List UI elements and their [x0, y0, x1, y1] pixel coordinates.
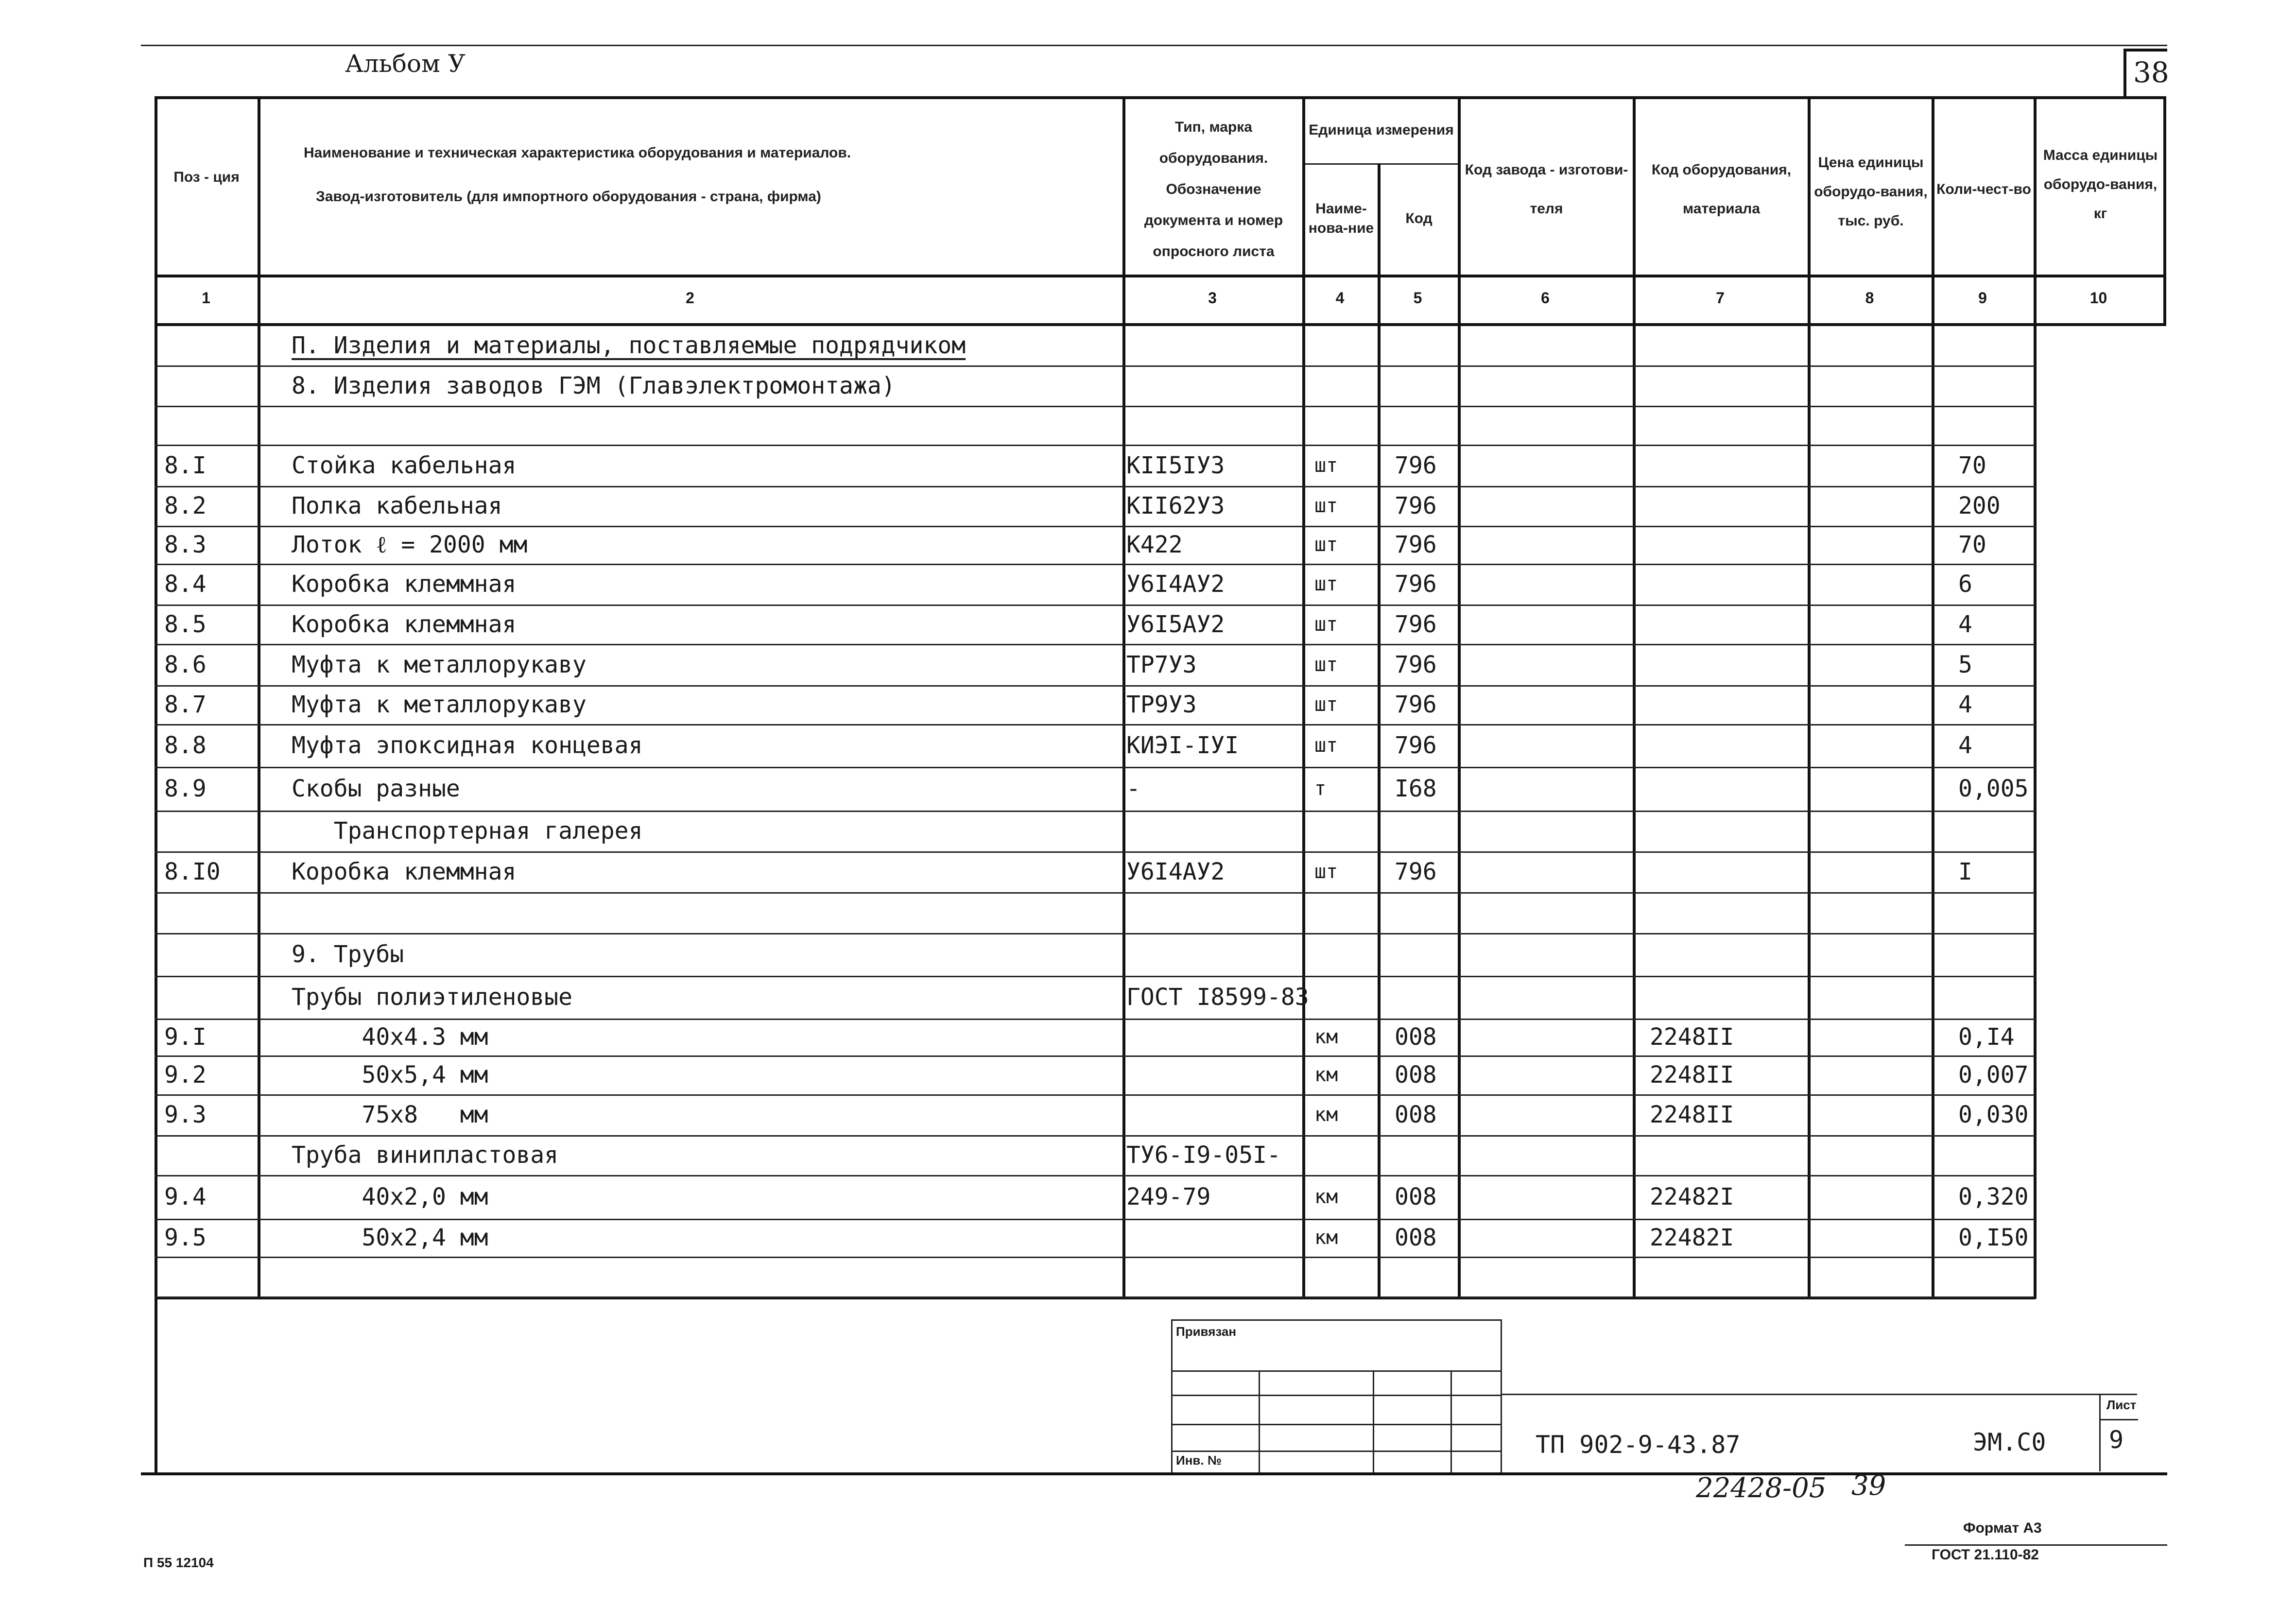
- row-position: 9.3: [164, 1101, 207, 1128]
- row-name: Скобы разные: [292, 775, 460, 802]
- header-quantity: Коли-чест-во: [1936, 181, 2031, 197]
- row-name: 40х2,0 мм: [292, 1183, 488, 1210]
- header-type: Тип, марка оборудования. Обозначение документа и номер опросного листа: [1144, 119, 1283, 259]
- row-unit-code: 008: [1395, 1224, 1437, 1251]
- colnum-8: 8: [1865, 289, 1874, 307]
- row-name: Муфта эпоксидная концевая: [292, 732, 643, 759]
- row-divider: [155, 1175, 2035, 1176]
- colnum-1: 1: [202, 289, 210, 307]
- footer-gost: ГОСТ 21.110-82: [1932, 1547, 2039, 1563]
- row-divider: [155, 1055, 2035, 1057]
- row-position: 8.3: [164, 531, 207, 558]
- row-divider: [155, 1219, 2035, 1220]
- row-type: ТР7У3: [1126, 651, 1197, 678]
- row-name: 40х4.3 мм: [292, 1023, 488, 1051]
- header-factory-code: Код завода - изготови-теля: [1465, 162, 1628, 217]
- row-divider: [155, 486, 2035, 487]
- row-divider: [155, 724, 2035, 726]
- footer-format: Формат А3: [1963, 1520, 2042, 1536]
- row-divider: [155, 685, 2035, 687]
- row-quantity: 0,I50: [1958, 1224, 2029, 1251]
- row-position: 8.2: [164, 492, 207, 519]
- row-divider: [155, 365, 2035, 367]
- row-divider: [155, 1019, 2035, 1020]
- row-material-code: 22482I: [1650, 1224, 1734, 1251]
- row-name: 9. Трубы: [292, 941, 404, 968]
- row-unit: шт: [1314, 861, 1338, 883]
- row-unit-code: 796: [1395, 858, 1437, 885]
- top-rule: [141, 45, 2167, 46]
- row-quantity: 70: [1958, 531, 1986, 558]
- row-unit: км: [1314, 1186, 1338, 1208]
- row-unit: км: [1314, 1227, 1338, 1249]
- row-position: 8.5: [164, 610, 207, 638]
- row-name: Труба винипластовая: [292, 1141, 559, 1169]
- colnum-2: 2: [686, 289, 694, 307]
- row-type: -: [1126, 775, 1140, 802]
- row-divider: [155, 892, 2035, 894]
- row-type: 249-79: [1126, 1183, 1211, 1210]
- header-unit: Единица измерения: [1309, 121, 1454, 138]
- colnum-7: 7: [1716, 289, 1725, 307]
- row-type: КИЭI-IУI: [1126, 732, 1239, 759]
- row-divider: [155, 1135, 2035, 1137]
- row-type: У6I4АУ2: [1126, 570, 1225, 598]
- row-quantity: 5: [1958, 651, 1972, 678]
- row-type: У6I4АУ2: [1126, 858, 1225, 885]
- header-position: Поз - ция: [173, 169, 240, 185]
- row-type: К422: [1126, 531, 1183, 558]
- row-divider: [155, 1257, 2035, 1258]
- row-quantity: 4: [1958, 732, 1972, 759]
- row-name: Коробка клеммная: [292, 858, 517, 885]
- header-mass: Масса единицы оборудо-вания, кг: [2043, 147, 2158, 222]
- row-quantity: 0,007: [1958, 1061, 2029, 1089]
- row-type: ГОСТ I8599-83: [1126, 984, 1309, 1011]
- stamp-inv-no: Инв. №: [1176, 1453, 1222, 1468]
- row-unit: шт: [1314, 693, 1338, 716]
- row-divider: [155, 406, 2035, 407]
- stamp-privyazan: Привязан: [1176, 1324, 1237, 1339]
- row-unit-code: 796: [1395, 732, 1437, 759]
- row-unit-code: 796: [1395, 492, 1437, 519]
- row-position: 9.4: [164, 1183, 207, 1210]
- handwritten-code: 22428-05: [1696, 1472, 1827, 1504]
- row-divider: [155, 811, 2035, 812]
- row-quantity: 4: [1958, 610, 1972, 638]
- corner-box-left: [2123, 49, 2126, 97]
- stamp-list-no: 9: [2109, 1426, 2124, 1454]
- row-divider: [155, 1094, 2035, 1096]
- row-quantity: I: [1958, 858, 1972, 885]
- row-name: Муфта к металлорукаву: [292, 651, 587, 678]
- row-unit: т: [1314, 778, 1327, 800]
- row-position: 8.8: [164, 732, 207, 759]
- footer-left-code: П 55 12104: [143, 1555, 214, 1570]
- stamp-list-label: Лист: [2106, 1398, 2137, 1412]
- colnum-4: 4: [1335, 289, 1345, 307]
- row-material-code: 2248II: [1650, 1061, 1734, 1089]
- row-type: КII62У3: [1126, 492, 1225, 519]
- row-name: Муфта к металлорукаву: [292, 691, 587, 718]
- row-unit: км: [1314, 1104, 1338, 1126]
- header-unit-code: Код: [1405, 210, 1433, 226]
- row-position: 9.2: [164, 1061, 207, 1089]
- album-label: Альбом У: [345, 50, 466, 78]
- row-position: 9.I: [164, 1023, 207, 1051]
- row-unit: км: [1314, 1026, 1338, 1048]
- row-quantity: 70: [1958, 451, 1986, 479]
- corner-box-top: [2123, 49, 2167, 52]
- handwritten-page: 39: [1851, 1470, 1886, 1502]
- stamp-doc-code: ТП 902-9-43.87: [1536, 1431, 1741, 1459]
- footer-rule: [1905, 1544, 2167, 1546]
- row-name: Стойка кабельная: [292, 451, 517, 479]
- row-divider: [155, 445, 2035, 446]
- row-name: 8. Изделия заводов ГЭМ (Главэлектромонтажа): [292, 372, 896, 399]
- row-unit: шт: [1314, 454, 1338, 477]
- row-quantity: 200: [1958, 492, 2001, 519]
- row-divider: [155, 976, 2035, 977]
- row-divider: [155, 605, 2035, 606]
- row-name: 50х2,4 мм: [292, 1224, 488, 1251]
- row-quantity: 0,320: [1958, 1183, 2029, 1210]
- row-name: 50х5,4 мм: [292, 1061, 488, 1089]
- row-position: 8.I0: [164, 858, 221, 885]
- row-name: П. Изделия и материалы, поставляемые подрядчиком: [292, 332, 966, 359]
- header-price: Цена единицы оборудо-вания, тыс. руб.: [1814, 155, 1928, 229]
- row-unit-code: 796: [1395, 610, 1437, 638]
- row-position: 8.4: [164, 570, 207, 598]
- stamp-sheet-mark: ЭМ.С0: [1973, 1428, 2046, 1456]
- row-divider: [155, 851, 2035, 853]
- row-unit-code: 008: [1395, 1061, 1437, 1089]
- row-position: 8.9: [164, 775, 207, 802]
- colnum-6: 6: [1541, 289, 1550, 307]
- row-name: Коробка клеммная: [292, 570, 517, 598]
- corner-sheet-number: 38: [2133, 56, 2169, 89]
- row-name: Полка кабельная: [292, 492, 502, 519]
- header-unit-name: Наиме-нова-ние: [1308, 201, 1374, 236]
- row-quantity: 4: [1958, 691, 1972, 718]
- row-divider: [155, 526, 2035, 527]
- row-position: 9.5: [164, 1224, 207, 1251]
- row-unit-code: 796: [1395, 451, 1437, 479]
- header-material-code: Код оборудования, материала: [1651, 162, 1792, 217]
- row-divider: [155, 767, 2035, 768]
- row-name: Трубы полиэтиленовые: [292, 984, 572, 1011]
- row-unit-code: 796: [1395, 531, 1437, 558]
- row-divider: [155, 564, 2035, 565]
- row-name: Лоток ℓ = 2000 мм: [292, 531, 528, 558]
- row-name: Транспортерная галерея: [292, 817, 643, 845]
- row-unit: шт: [1314, 613, 1338, 636]
- row-name: 75х8 мм: [292, 1101, 488, 1128]
- header-name-line2: Завод-изготовитель (для импортного оборудования - страна, фирма): [316, 189, 821, 205]
- row-position: 8.7: [164, 691, 207, 718]
- row-material-code: 2248II: [1650, 1101, 1734, 1128]
- row-type: ТР9У3: [1126, 691, 1197, 718]
- row-divider: [155, 644, 2035, 645]
- row-name: Коробка клеммная: [292, 610, 517, 638]
- row-quantity: 0,I4: [1958, 1023, 2015, 1051]
- row-unit-code: 008: [1395, 1183, 1437, 1210]
- row-quantity: 0,005: [1958, 775, 2029, 802]
- colnum-3: 3: [1208, 289, 1217, 307]
- row-type: ТУ6-I9-05I-: [1126, 1141, 1281, 1169]
- colnum-5: 5: [1413, 289, 1422, 307]
- row-type: У6I5АУ2: [1126, 610, 1225, 638]
- row-unit: шт: [1314, 734, 1338, 757]
- row-material-code: 2248II: [1650, 1023, 1734, 1051]
- colnum-10: 10: [2089, 289, 2107, 307]
- header-name-line1: Наименование и техническая характеристика оборудования и материалов.: [304, 145, 851, 161]
- row-unit: шт: [1314, 495, 1338, 517]
- row-unit-code: 796: [1395, 570, 1437, 598]
- row-material-code: 22482I: [1650, 1183, 1734, 1210]
- row-unit-code: 796: [1395, 691, 1437, 718]
- row-position: 8.6: [164, 651, 207, 678]
- row-divider: [155, 933, 2035, 934]
- row-unit: км: [1314, 1064, 1338, 1086]
- row-unit-code: 008: [1395, 1101, 1437, 1128]
- colnum-9: 9: [1978, 289, 1987, 307]
- row-divider: [155, 1296, 2035, 1298]
- row-quantity: 0,030: [1958, 1101, 2029, 1128]
- row-unit-code: 796: [1395, 651, 1437, 678]
- row-position: 8.I: [164, 451, 207, 479]
- row-quantity: 6: [1958, 570, 1972, 598]
- row-unit-code: I68: [1395, 775, 1437, 802]
- row-unit: шт: [1314, 653, 1338, 676]
- row-unit: шт: [1314, 534, 1338, 556]
- row-unit-code: 008: [1395, 1023, 1437, 1051]
- row-type: КII5IУ3: [1126, 451, 1225, 479]
- row-unit: шт: [1314, 573, 1338, 595]
